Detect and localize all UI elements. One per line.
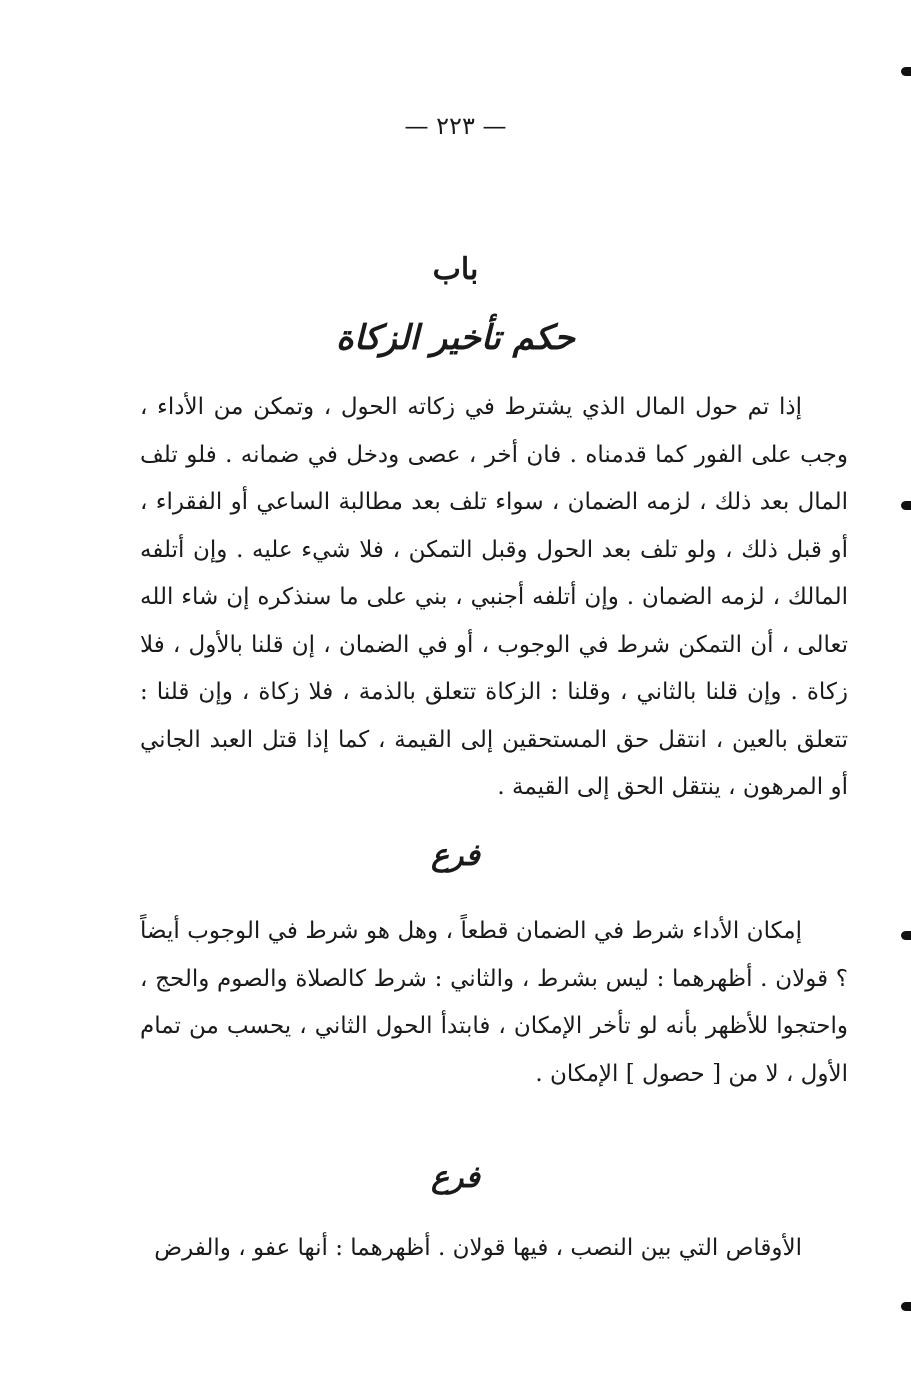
scan-edge-mark [901,67,911,76]
section-heading-branch-2: فرع [431,1160,480,1195]
scan-edge-mark [901,1302,911,1311]
chapter-title: حكم تأخير الزكاة [336,318,575,358]
paragraph-ability-to-pay: إمكان الأداء شرط في الضمان قطعاً ، وهل هو شرط في الوجوب أيضاً ؟ قولان . أظهرهما : ليس بشرط ، والثاني : شرط كالصلاة والصوم والحج ، واحتجوا للأظهر بأنه لو تأخر الإمكان ، فابتدأ الحول الثاني ، يحسب من تمام الأول ، لا من [ حصول ] الإمكان . [140,918,848,1087]
page-number: — ٢٢٣ — [404,112,507,140]
paragraph-deferral-ruling: إذا تم حول المال الذي يشترط في زكاته الحول ، وتمكن من الأداء ، وجب على الفور كما قدمناه . فان أخر ، عصى ودخل في ضمانه . فلو تلف المال بعد ذلك ، لزمه الضمان ، سواء تلف بعد مطالبة الساعي أو الفقراء ، أو قبل ذلك ، ولو تلف بعد الحول وقبل التمكن ، فلا شيء عليه . وإن أتلفه المالك ، لزمه الضمان . وإن أتلفه أجنبي ، بني على ما سنذكره إن شاء الله تعالى ، أن التمكن شرط في الوجوب ، أو في الضمان ، إن قلنا بالأول ، فلا زكاة . وإن قلنا بالثاني ، وقلنا : الزكاة تتعلق بالذمة ، فلا زكاة ، وإن قلنا : تتعلق بالعين ، انتقل حق المستحقين إلى القيمة ، كما إذا قتل العبد الجاني أو المرهون ، ينتقل الحق إلى القيمة . [140,394,848,800]
section-heading-branch-1: فرع [431,838,480,873]
paragraph-awqas: الأوقاص التي بين النصب ، فيها قولان . أظهرهما : أنها عفو ، والفرض [154,1235,802,1261]
scan-edge-mark [901,931,911,940]
chapter-label: باب [432,252,479,287]
scan-edge-mark [901,501,911,510]
